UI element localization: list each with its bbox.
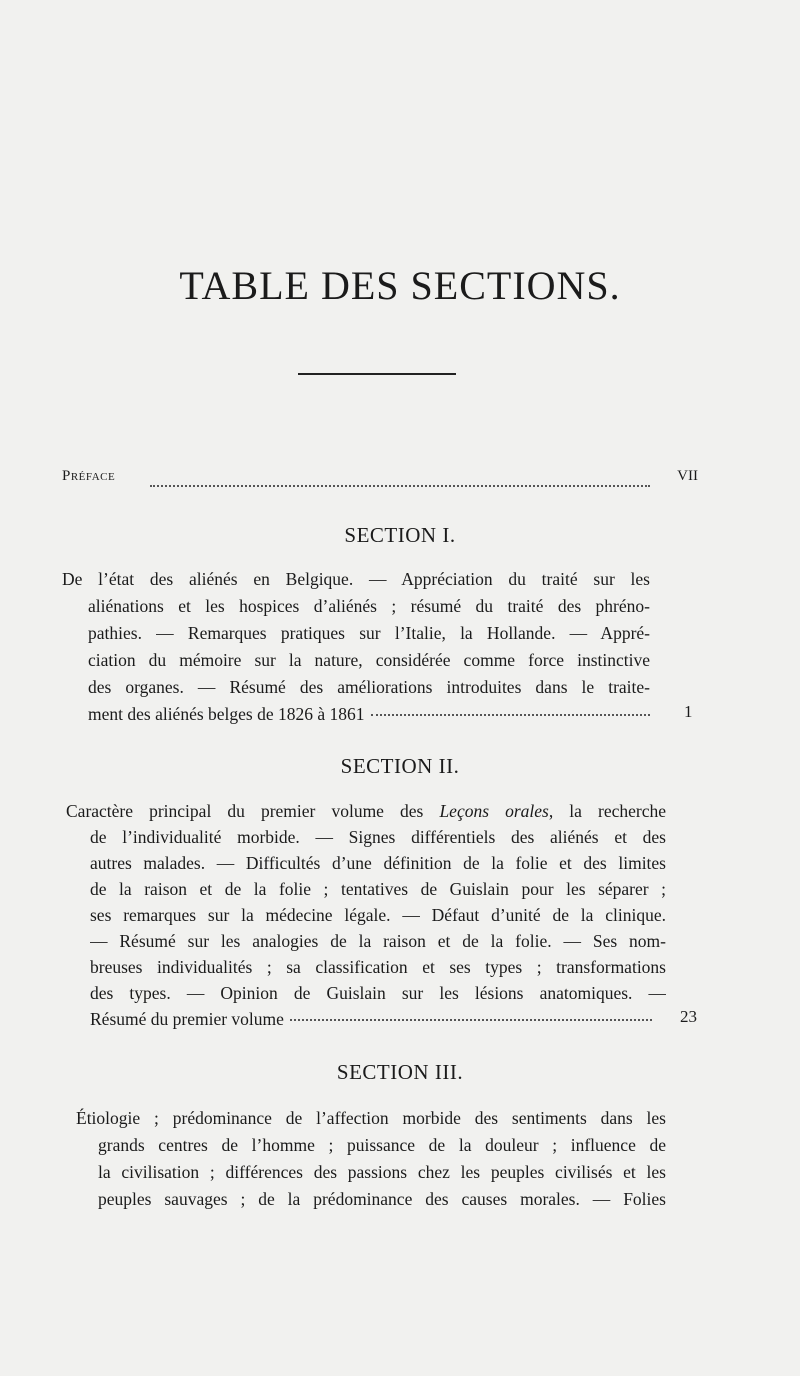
section-page-number: 1: [684, 702, 693, 721]
toc-text: ment des aliénés belges de 1826 à 1861: [88, 704, 365, 724]
dot-leader: [371, 714, 650, 716]
toc-text-line: la civilisation ; différences des passions chez les peuples civilisés et les: [98, 1162, 666, 1182]
toc-text-line: des types. — Opinion de Guislain sur les lésions anatomiques. —: [90, 983, 666, 1003]
section-page-number: 23: [680, 1007, 697, 1026]
toc-text-line: De l’état des aliénés en Belgique. — Appréciation du traité sur les: [62, 569, 650, 589]
toc-text-line: pathies. — Remarques pratiques sur l’Italie, la Hollande. — Appré-: [88, 623, 650, 643]
toc-text-line-last: [90, 1006, 658, 1032]
toc-text-line-last: [88, 701, 656, 727]
toc-entry-preface: [62, 468, 698, 492]
toc-text-line: peuples sauvages ; de la prédominance des causes morales. — Folies: [98, 1189, 666, 1209]
toc-text-line: de l’individualité morbide. — Signes différentiels des aliénés et des: [90, 827, 666, 847]
section-heading: SECTION II.: [340, 754, 460, 778]
toc-text-line: Étiologie ; prédominance de l’affection morbide des sentiments dans les: [76, 1108, 666, 1128]
toc-text-line: grands centres de l’homme ; puissance de la douleur ; influence de: [98, 1135, 666, 1155]
toc-text: Résumé du premier volume: [90, 1009, 284, 1029]
page-title: TABLE DES SECTIONS.: [179, 263, 621, 308]
title-rule: [298, 373, 456, 375]
toc-text-line: autres malades. — Difficultés d’une définition de la folie et des limites: [90, 853, 666, 873]
toc-text-line: ciation du mémoire sur la nature, considérée comme force instinctive: [88, 650, 650, 670]
toc-text-line: — Résumé sur les analogies de la raison et de la folie. — Ses nom-: [90, 931, 666, 951]
toc-text-line: de la raison et de la folie ; tentatives de Guislain pour les séparer ;: [90, 879, 666, 899]
toc-text-line: breuses individualités ; sa classification et ses types ; transformations: [90, 957, 666, 977]
toc-text-line: Caractère principal du premier volume des Leçons orales, la recherche: [66, 801, 666, 821]
preface-page: VII: [677, 468, 698, 484]
dot-leader: [290, 1019, 652, 1021]
section-heading: SECTION I.: [344, 523, 456, 547]
toc-text-line: aliénations et les hospices d’aliénés ; résumé du traité des phréno-: [88, 596, 650, 616]
preface-label: Préface: [62, 468, 116, 484]
toc-text-line: ses remarques sur la médecine légale. — Défaut d’unité de la clinique.: [90, 905, 666, 925]
toc-text-line: des organes. — Résumé des améliorations introduites dans le traite-: [88, 677, 650, 697]
section-heading: SECTION III.: [336, 1060, 464, 1084]
dot-leader: [150, 485, 650, 487]
